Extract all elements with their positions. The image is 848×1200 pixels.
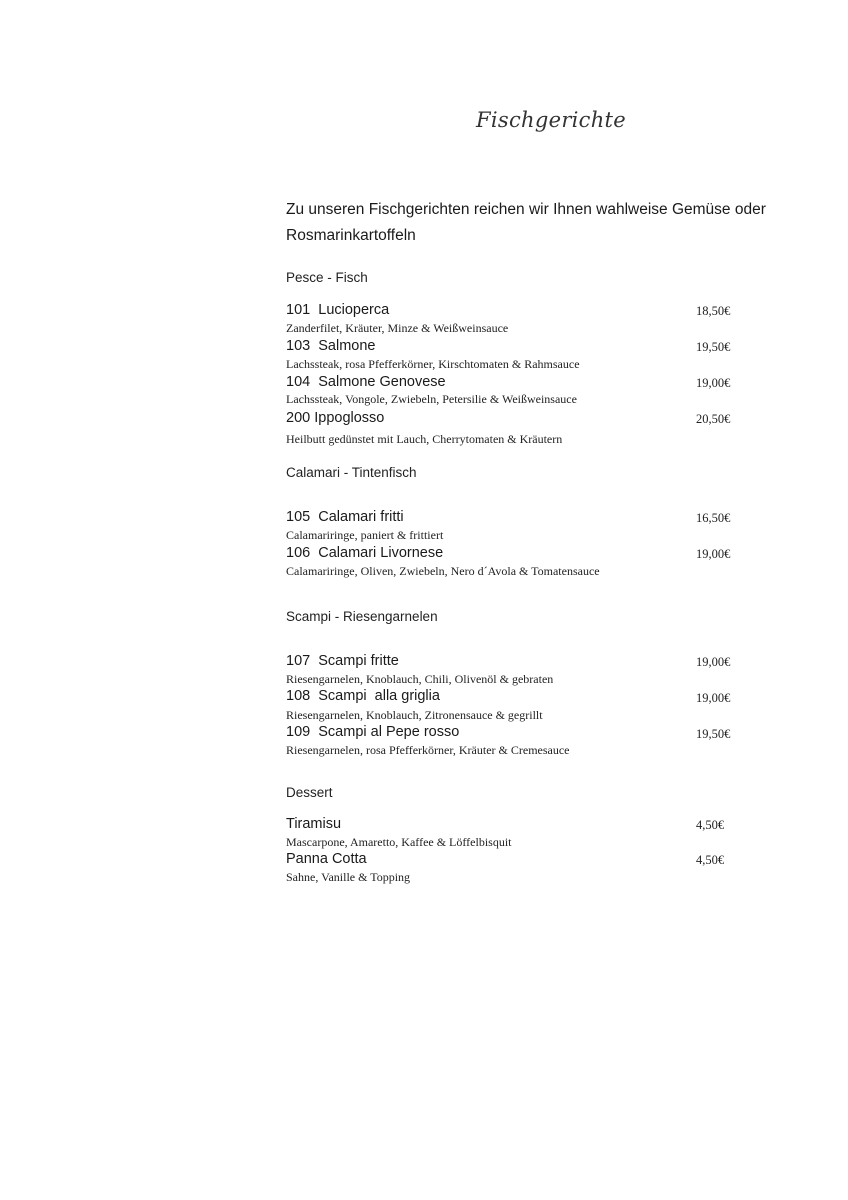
menu-item-name: 105 Calamari fritti — [286, 509, 404, 525]
menu-item-description: Lachssteak, Vongole, Zwiebeln, Petersilie & Weißweinsauce — [286, 392, 577, 406]
menu-item-price: 18,50€ — [696, 304, 731, 318]
menu-item-price: 20,50€ — [696, 412, 731, 426]
menu-item-name: 106 Calamari Livornese — [286, 545, 444, 561]
menu-item-price: 19,00€ — [696, 655, 731, 669]
menu-item-price: 19,00€ — [696, 547, 731, 561]
menu-item-price: 19,50€ — [696, 727, 731, 741]
menu-item-description: Calamariringe, Oliven, Zwiebeln, Nero d´Avola & Tomatensauce — [286, 564, 600, 578]
menu-item-name: 101 Lucioperca — [286, 302, 390, 318]
menu-item-price: 4,50€ — [696, 853, 725, 867]
menu-item-price: 19,00€ — [696, 691, 731, 705]
menu-item-name: 200 Ippoglosso — [286, 410, 385, 426]
menu-item-description: Heilbutt gedünstet mit Lauch, Cherrytomaten & Kräutern — [286, 432, 563, 446]
menu-item-description: Riesengarnelen, Knoblauch, Zitronensauce & gegrillt — [286, 708, 543, 722]
menu-item-name: 103 Salmone — [286, 338, 376, 354]
menu-item-price: 19,50€ — [696, 340, 731, 354]
menu-item-name: 104 Salmone Genovese — [286, 374, 446, 390]
menu-item-price: 16,50€ — [696, 511, 731, 525]
menu-item-description: Riesengarnelen, rosa Pfefferkörner, Kräuter & Cremesauce — [286, 743, 570, 757]
intro-text: Zu unseren Fischgerichten reichen wir Ihnen wahlweise Gemüse oder Rosmarinkartoffeln — [286, 201, 766, 244]
section-heading: Calamari - Tintenfisch — [286, 465, 417, 480]
menu-item-name: Tiramisu — [286, 816, 342, 832]
menu-item-name: 107 Scampi fritte — [286, 653, 399, 669]
section-heading: Pesce - Fisch — [286, 270, 368, 285]
menu-item-description: Mascarpone, Amaretto, Kaffee & Löffelbisquit — [286, 835, 512, 849]
menu-item-description: Calamariringe, paniert & frittiert — [286, 528, 444, 542]
menu-item-price: 4,50€ — [696, 818, 725, 832]
menu-item-description: Sahne, Vanille & Topping — [286, 870, 411, 884]
menu-item-description: Lachssteak, rosa Pfefferkörner, Kirschtomaten & Rahmsauce — [286, 357, 580, 371]
menu-item-name: 109 Scampi al Pepe rosso — [286, 724, 460, 740]
page-title: Fischgerichte — [476, 108, 627, 132]
menu-item-description: Zanderfilet, Kräuter, Minze & Weißweinsauce — [286, 321, 509, 335]
menu-item-price: 19,00€ — [696, 376, 731, 390]
menu-item-description: Riesengarnelen, Knoblauch, Chili, Olivenöl & gebraten — [286, 672, 554, 686]
section-heading: Scampi - Riesengarnelen — [286, 609, 438, 624]
section-heading: Dessert — [286, 785, 333, 800]
menu-item-name: Panna Cotta — [286, 851, 367, 867]
menu-item-name: 108 Scampi alla griglia — [286, 688, 440, 704]
